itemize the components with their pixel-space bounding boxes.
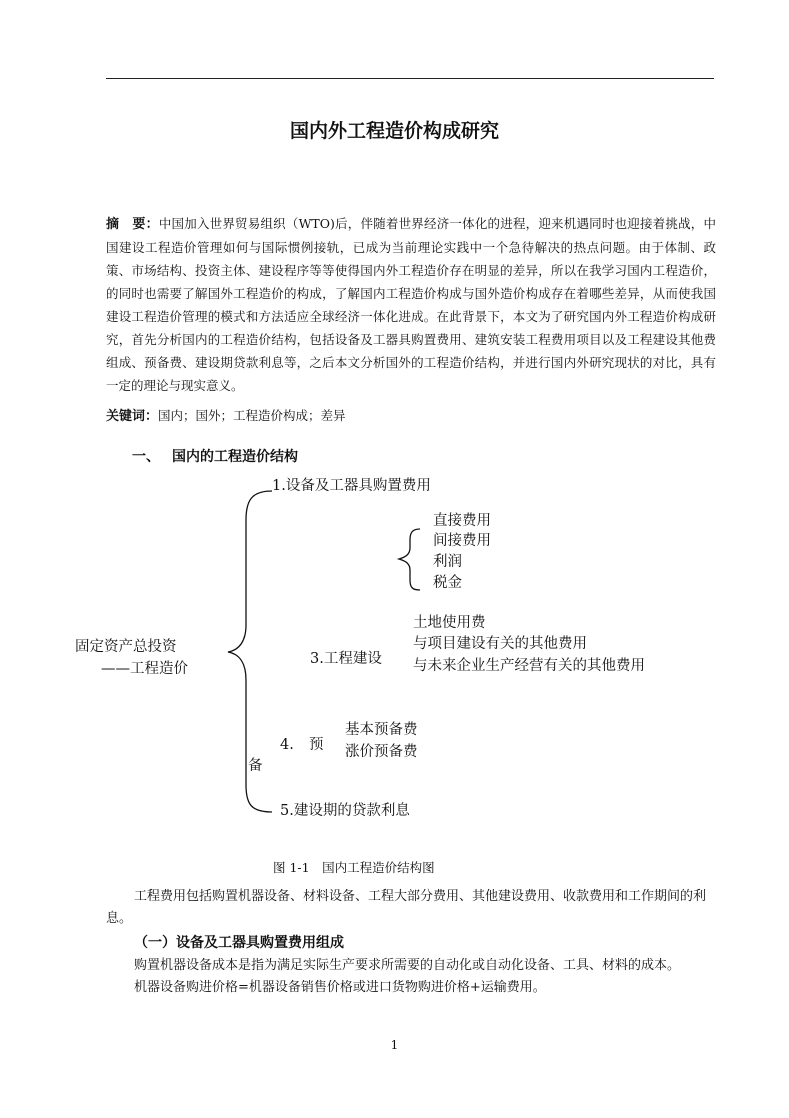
section-2-title: （一）设备及工器具购置费用组成 [134,935,344,951]
branch-4-char-1: 预 [309,737,324,753]
section-1-title: 国内的工程造价结构 [172,449,298,465]
branch-3: 3.工程建设 [310,651,382,667]
sub3-item-2: 与项目建设有关的其他费用 [413,636,587,652]
sub2-item-1: 直接费用 [433,513,491,529]
keywords-text: 国内；国外；工程造价构成；差异 [158,408,346,423]
root-line-1: 固定资产总投资 [75,639,177,655]
figure-caption: 图 1-1 国内工程造价结构图 [273,860,435,875]
sub2-item-4: 税金 [433,575,462,591]
page-number: 1 [390,1038,399,1052]
sub4-item-2: 涨价预备费 [345,744,418,760]
branch-4-char-2: 备 [248,758,263,774]
keywords-label: 关键词： [106,409,159,424]
branch-1: 1.设备及工器具购置费用 [272,478,431,494]
abstract-label: 摘 要： [106,217,159,232]
paragraph-1: 工程费用包括购置机器设备、材料设备、工程大部分费用、其他建设费用、收款费用和工作期间的利息。 [106,889,707,926]
paragraph-2: 购置机器设备成本是指为满足实际生产要求所需要的自动化或自动化设备、工具、材料的成本。 [134,958,681,973]
sub2-item-3: 利润 [433,554,462,570]
branch-5: 5.建设期的贷款利息 [280,803,410,819]
abstract-text: 中国加入世界贸易组织（WTO)后，伴随着世界经济一体化的进程，迎来机遇同时也迎接着挑战，中国建设工程造价管理如何与国际惯例接轨，已成为当前理论实践中一个急待解决的热点问题。由于体制、政策、市场结构、投资主体、建设程序等等使得国内外工程造价存在明显的差异，所以在我学习国内工程造价，的同时也需要了解国外工程造价的构成，了解国内工程造价构成与国外造价构成存在着哪些差异，从而使我国建设工程造价管理的模式和方法适应全球经济一体化进成。在此背景下，本文为了研究国内外工程造价构成研究，首先分析国内的工程造价结构，包括设备及工器具购置费用、建筑安装工程费用项目以及工程建设其他费组成、预备费、建设期贷款利息等，之后本文分析国外的工程造价结构，并进行国内外研究现状的对比，具有一定的理论与现实意义。 [106,216,716,393]
sub3-item-3: 与未来企业生产经营有关的其他费用 [413,658,645,674]
document-title: 国内外工程造价构成研究 [289,120,499,142]
paragraph-3: 机器设备购进价格=机器设备销售价格或进口货物购进价格+运输费用。 [134,980,546,995]
sub2-item-2: 间接费用 [433,533,491,549]
sub4-item-1: 基本预备费 [345,722,418,738]
sub3-item-1: 土地使用费 [413,615,486,631]
root-line-2: ——工程造价 [101,661,188,677]
section-1-number: 一、 [132,449,160,465]
branch-4-number: 4. [280,737,294,753]
sub-brace-2 [399,529,420,590]
